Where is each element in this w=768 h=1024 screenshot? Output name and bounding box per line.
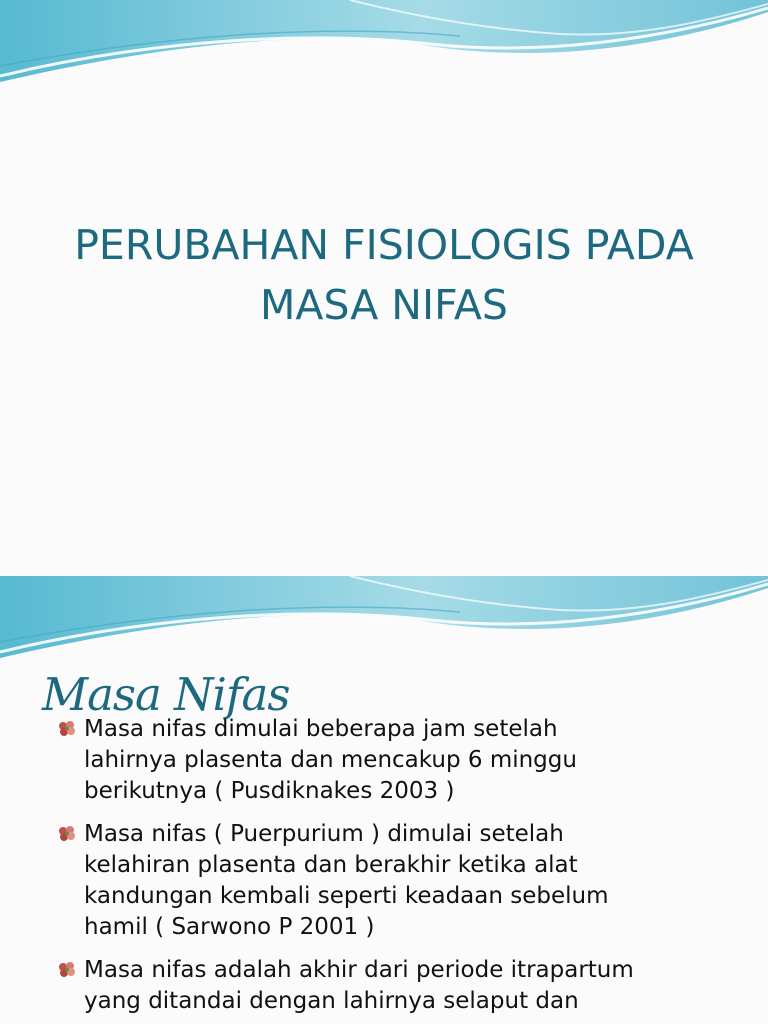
content-slide [0,576,768,1024]
flower-bullet-icon [58,826,76,841]
section-title: Masa Nifas [42,668,290,721]
bullet-text: Masa nifas dimulai beberapa jam setelah lahirnya plasenta dan mencakup 6 minggu berikutnya ( Pusdiknakes 2003 ) [84,716,577,804]
bullet-list [58,714,758,1024]
list-item [58,955,758,1017]
list-item [58,714,758,807]
flower-bullet-icon [58,721,76,736]
wave-decoration [0,0,768,90]
bullet-text: Masa nifas ( Puerpurium ) dimulai setelah kelahiran plasenta dan berakhir ketika alat kandungan kembali seperti keadaan sebelum hamil ( Sarwono P 2001 ) [84,821,609,940]
list-item [58,819,758,943]
slide-title [0,215,768,335]
flower-bullet-icon [58,962,76,977]
slide-title-line-2: MASA NIFAS [260,281,508,329]
wave-decoration [0,576,768,666]
slide-title-line-1: PERUBAHAN FISIOLOGIS PADA [74,221,694,269]
bullet-text: Masa nifas adalah akhir dari periode itrapartum yang ditandai dengan lahirnya selaput dan [84,957,634,1014]
